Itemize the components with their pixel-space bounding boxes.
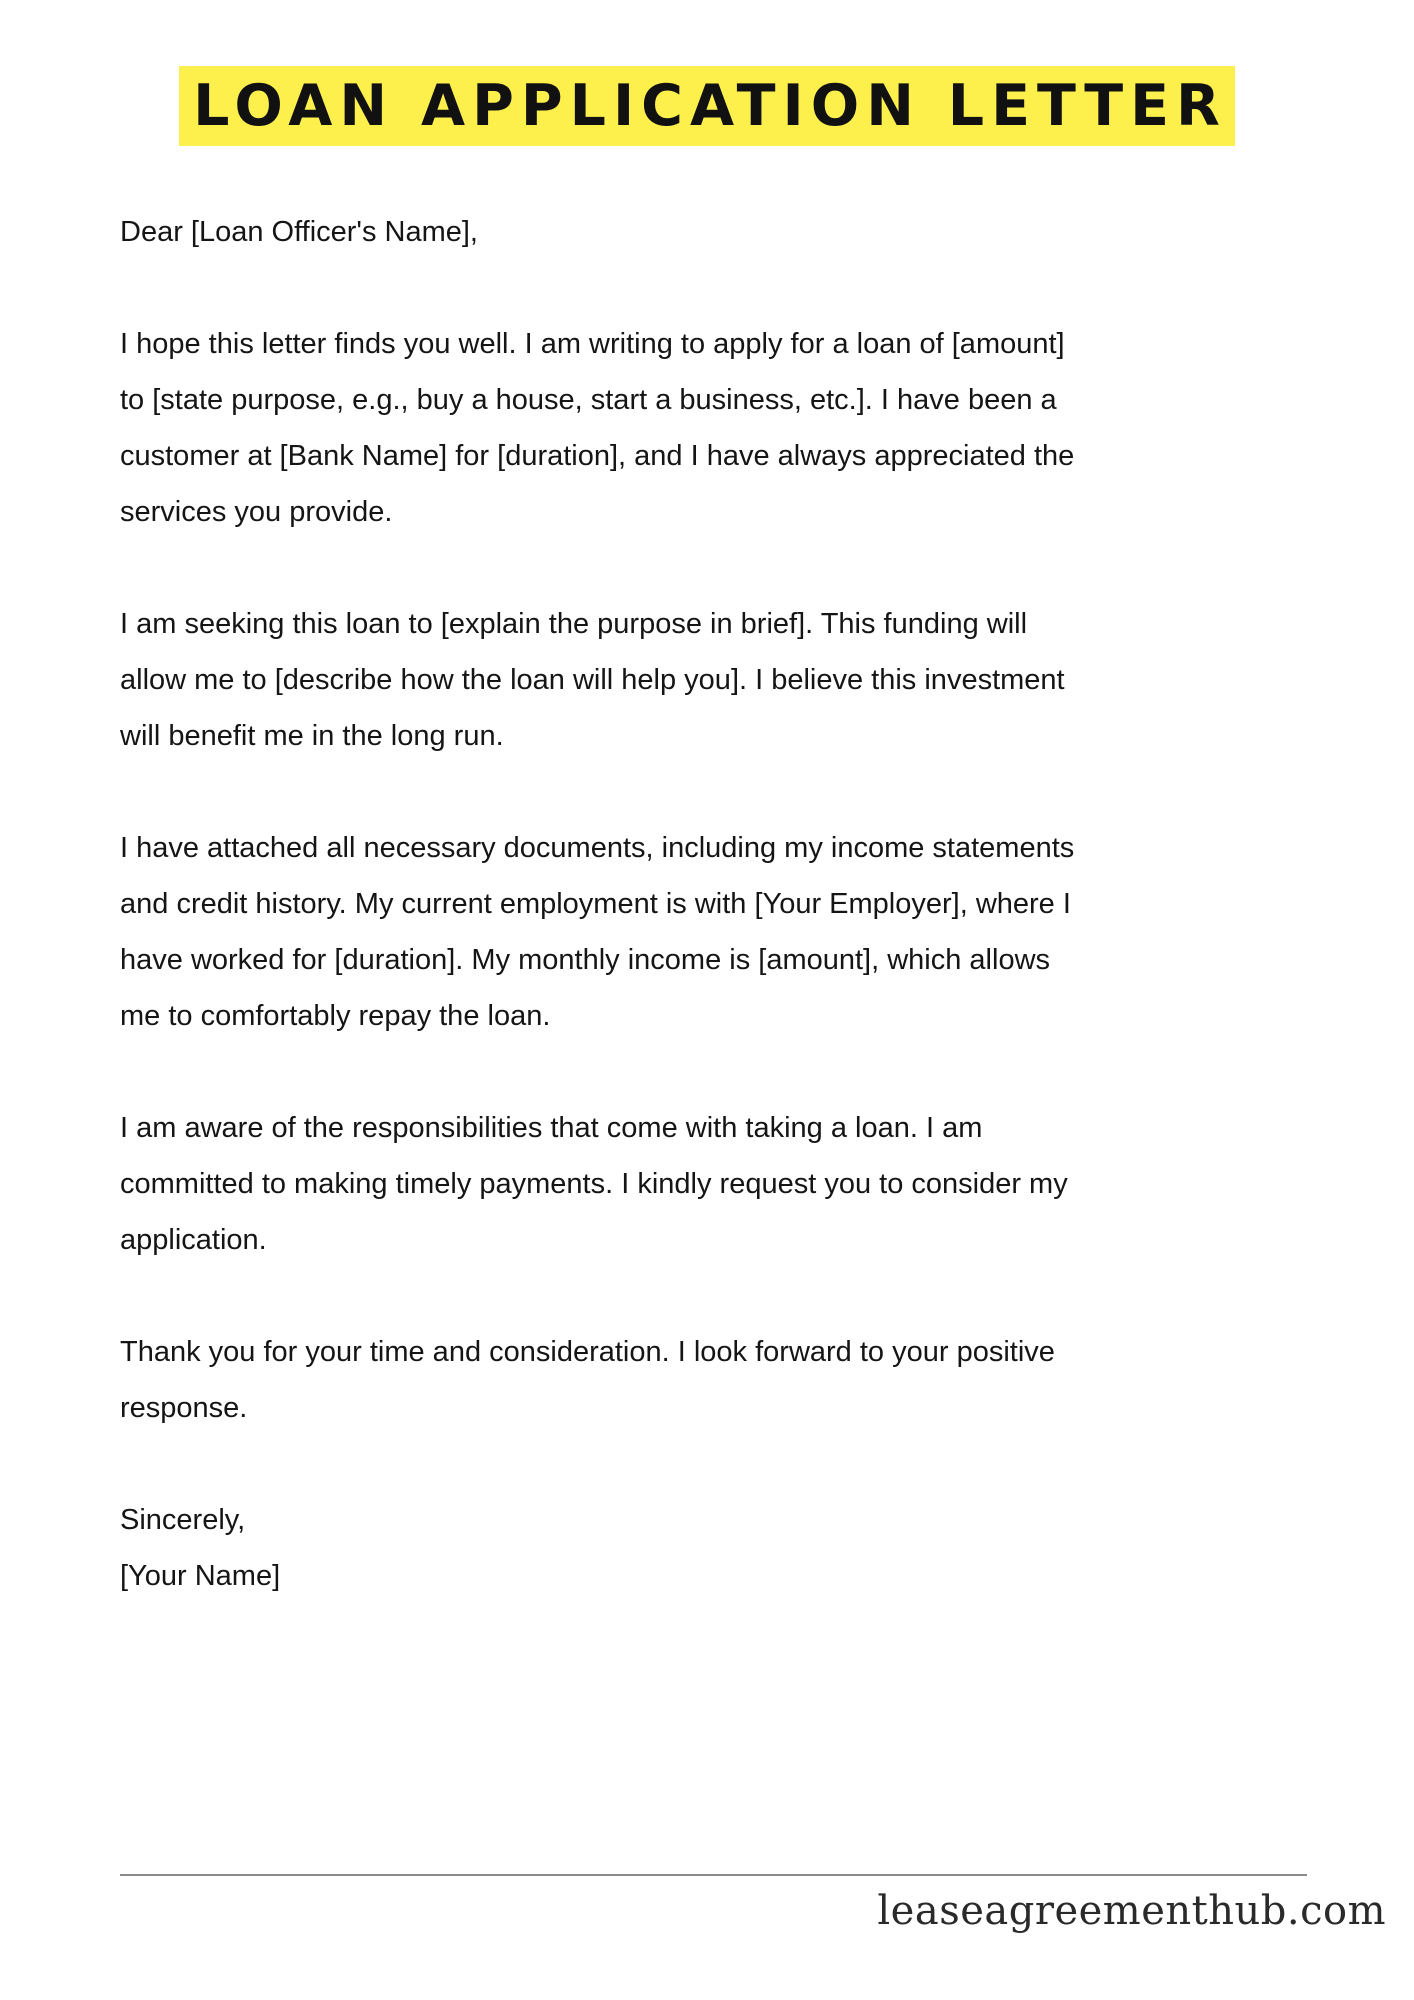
letter-body [120, 204, 1300, 1604]
paragraph-line: me to comfortably repay the loan. [120, 1000, 551, 1032]
paragraph-line: application. [120, 1224, 267, 1256]
paragraph-5 [120, 1324, 1300, 1436]
paragraph-4 [120, 1100, 1300, 1268]
salutation: Dear [Loan Officer's Name], [120, 216, 478, 248]
paragraph-line: I hope this letter finds you well. I am writing to apply for a loan of [amount] [120, 328, 1065, 360]
closing: Sincerely, [120, 1504, 246, 1536]
signature: [Your Name] [120, 1560, 281, 1592]
paragraph-line: will benefit me in the long run. [120, 720, 504, 752]
paragraph-line: I am aware of the responsibilities that come with taking a loan. I am [120, 1112, 983, 1144]
paragraph-line: allow me to [describe how the loan will help you]. I believe this investment [120, 664, 1065, 696]
paragraph-line: response. [120, 1392, 248, 1424]
footer-divider [120, 1874, 1307, 1876]
paragraph-line: services you provide. [120, 496, 393, 528]
paragraph-line: Thank you for your time and consideration. I look forward to your positive [120, 1336, 1055, 1368]
paragraph-line: and credit history. My current employment is with [Your Employer], where I [120, 888, 1071, 920]
page-title: LOAN APPLICATION LETTER [179, 66, 1235, 146]
paragraph-2 [120, 596, 1300, 764]
footer-brand: leaseagreementhub.com [877, 1888, 1386, 1934]
paragraph-1 [120, 316, 1300, 540]
paragraph-line: to [state purpose, e.g., buy a house, start a business, etc.]. I have been a [120, 384, 1057, 416]
paragraph-line: committed to making timely payments. I kindly request you to consider my [120, 1168, 1068, 1200]
paragraph-line: customer at [Bank Name] for [duration], and I have always appreciated the [120, 440, 1075, 472]
paragraph-line: have worked for [duration]. My monthly income is [amount], which allows [120, 944, 1051, 976]
paragraph-line: I have attached all necessary documents, including my income statements [120, 832, 1075, 864]
closing-block [120, 1492, 1300, 1604]
paragraph-3 [120, 820, 1300, 1044]
paragraph-line: I am seeking this loan to [explain the purpose in brief]. This funding will [120, 608, 1028, 640]
title-container [0, 66, 1414, 146]
